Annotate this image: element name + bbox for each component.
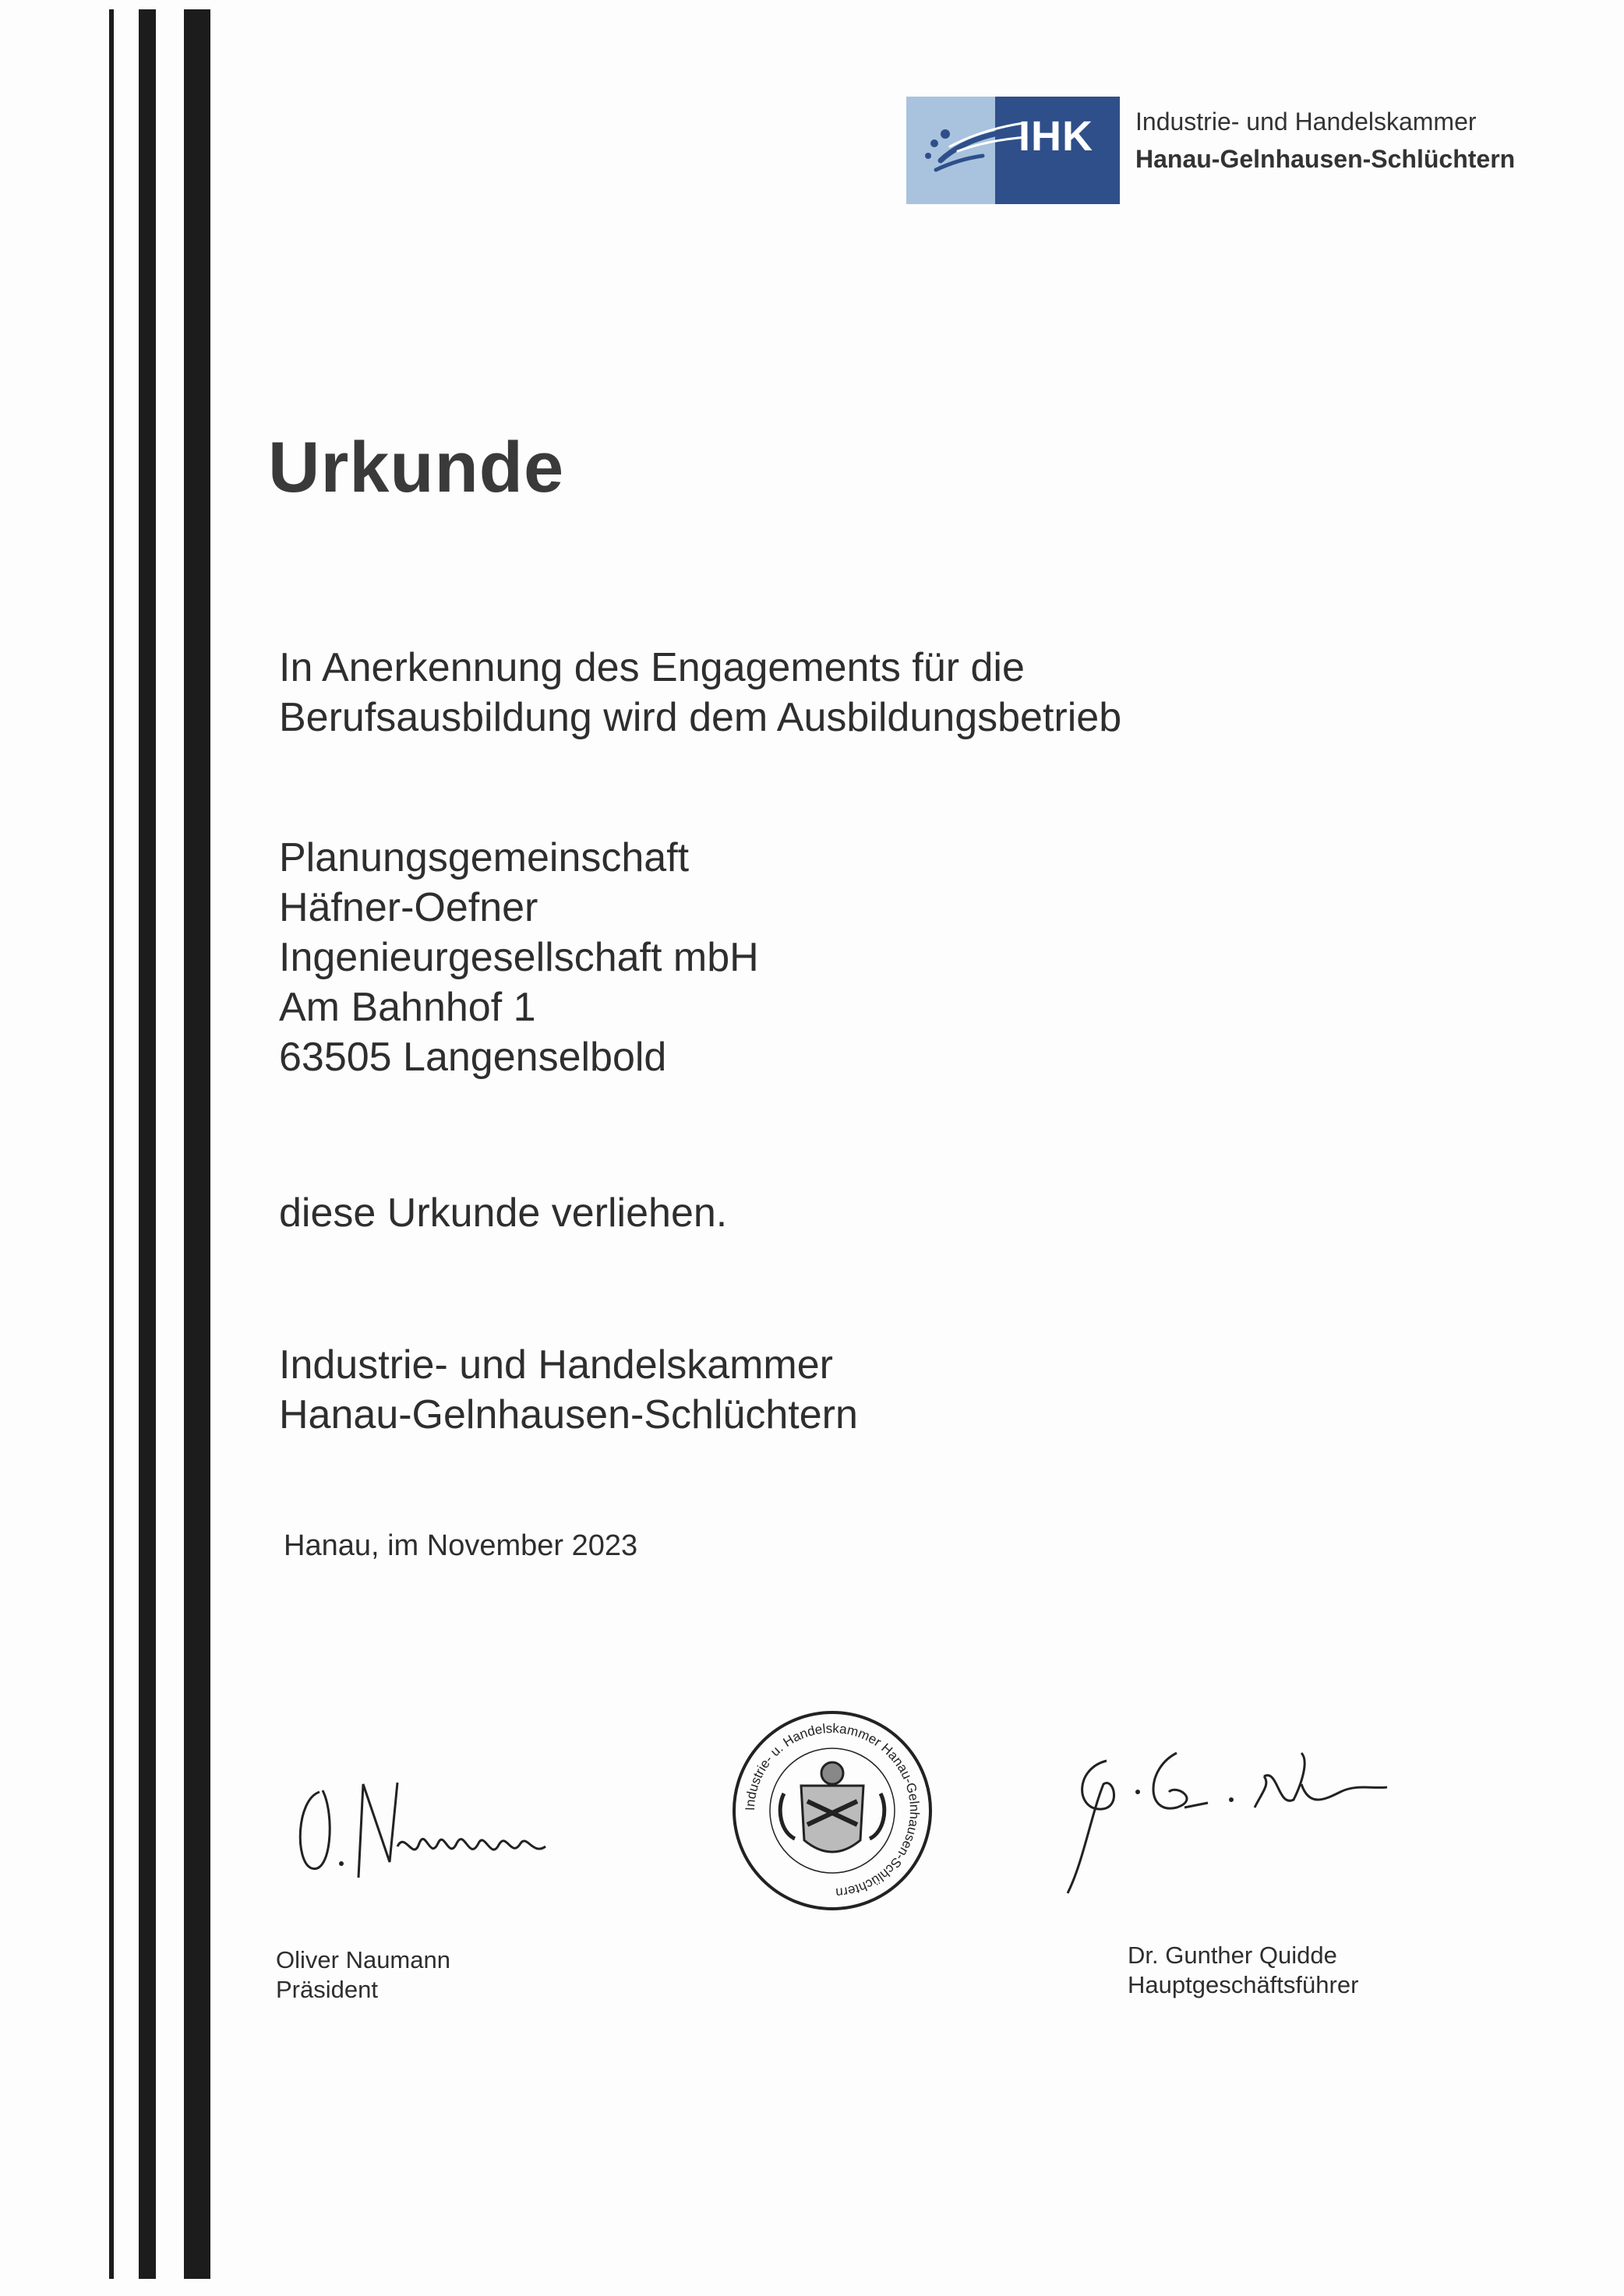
issuer-line: Industrie- und Handelskammer [279,1342,833,1388]
signatory-name: Dr. Gunther Quidde [1128,1942,1337,1969]
signature-right-icon [1060,1737,1403,1909]
decorative-bar [109,9,114,2279]
company-line: 63505 Langenselbold [279,1035,667,1080]
signatory-left [276,1945,450,2005]
company-line: Ingenieurgesellschaft mbH [279,935,759,980]
company-line: Am Bahnhof 1 [279,985,536,1030]
company-line: Häfner-Oefner [279,885,538,930]
logo-mark: IHK [1019,113,1093,160]
intro-line: In Anerkennung des Engagements für die [279,645,1025,690]
company-line: Planungsgemeinschaft [279,835,690,880]
seal-text: Industrie- u. Handelskammer Hanau-Gelnhausen-Schlüchtern [742,1720,923,1900]
certificate-title: Urkunde [268,428,565,507]
signatory-right [1128,1941,1358,2000]
signature-left-icon [288,1769,584,1885]
signatory-role: Hauptgeschäftsführer [1128,1971,1359,1998]
place-date: Hanau, im November 2023 [284,1529,638,1562]
signatory-name: Oliver Naumann [276,1946,450,1973]
closing-text: diese Urkunde verliehen. [279,1190,728,1236]
logo-swoosh-icon [913,112,1029,182]
issuer-line: Hanau-Gelnhausen-Schlüchtern [279,1392,858,1437]
issuer-text [279,1340,858,1440]
intro-line: Berufsausbildung wird dem Ausbildungsbetrieb [279,695,1122,740]
ihk-logo [906,97,1518,204]
signatory-role: Präsident [276,1976,378,2003]
company-address [279,833,759,1082]
decorative-bar [184,9,210,2279]
logo-line-1: Industrie- und Handelskammer [1135,108,1477,136]
official-seal-icon [729,1708,935,1913]
decorative-bar [139,9,156,2279]
logo-line-2: Hanau-Gelnhausen-Schlüchtern [1135,145,1516,173]
intro-text [279,643,1121,742]
